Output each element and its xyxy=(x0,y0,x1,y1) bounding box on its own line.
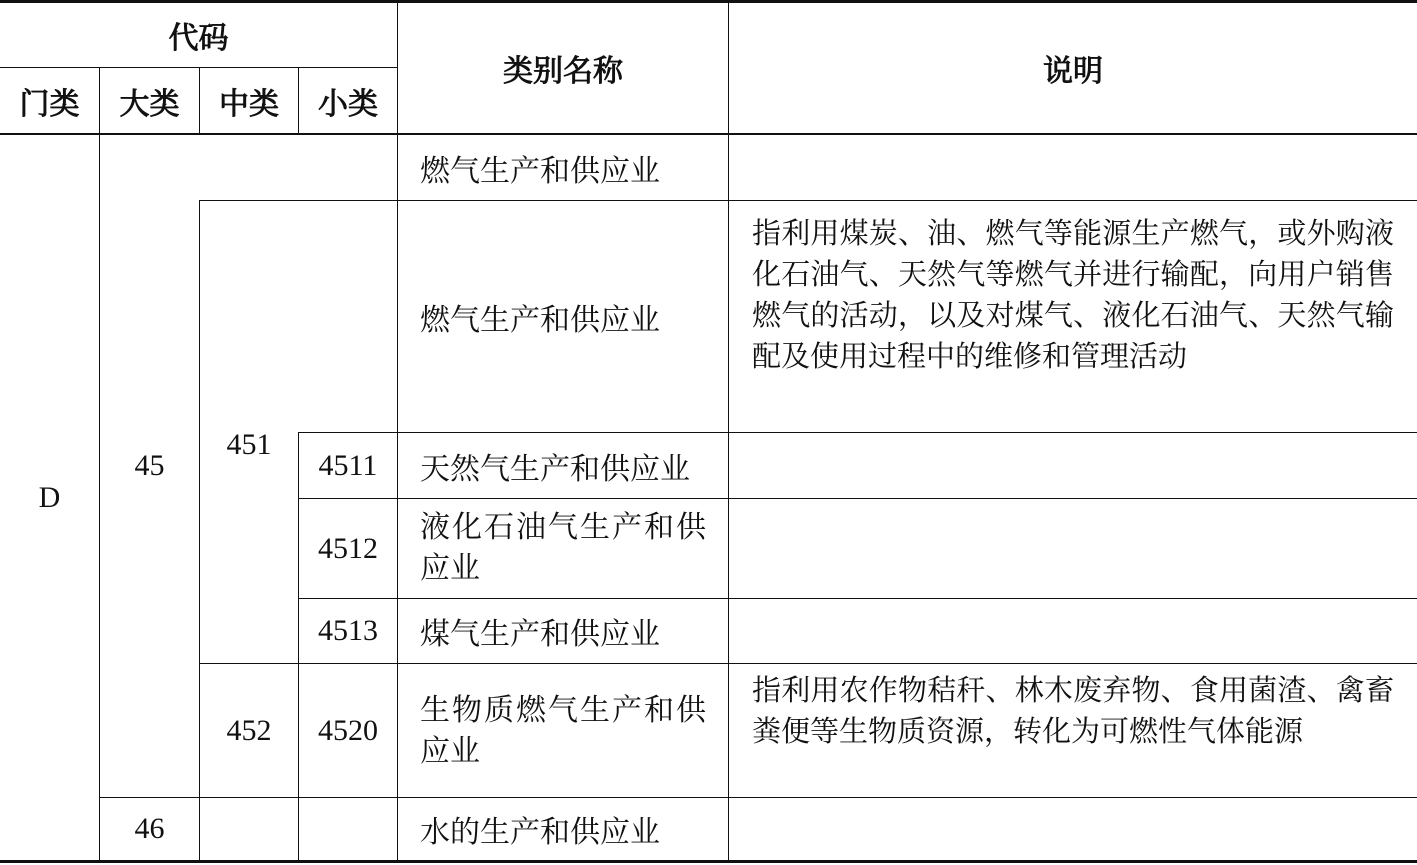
division-45-name: 燃气生产和供应业 xyxy=(420,153,660,189)
group-code-452: 452 xyxy=(226,713,272,747)
group-code-451: 451 xyxy=(226,428,272,461)
class-4511-name: 天然气生产和供应业 xyxy=(420,451,690,487)
class-4513-name: 煤气生产和供应业 xyxy=(420,617,660,652)
header-category-name: 类别名称 xyxy=(503,54,623,89)
header-section: 门类 xyxy=(19,86,80,122)
division-code-46: 46 xyxy=(134,812,165,845)
section-code: D xyxy=(38,480,61,514)
division-code-45: 45 xyxy=(134,449,165,482)
division-46-name: 水的生产和供应业 xyxy=(420,815,660,850)
group-451-description: 指利用煤炭、油、燃气等能源生产燃气，或外购液化石油气、天然气等燃气并进行输配，向用户销售燃气的活动，以及对煤气、液化石油气、天然气输配及使用过程中的维修和管理活动 xyxy=(752,216,1394,373)
header-description: 说明 xyxy=(1043,54,1103,89)
class-code-4511: 4511 xyxy=(318,448,378,482)
class-4512-name: 液化石油气生产和供应业 xyxy=(420,510,706,586)
class-4520-description: 指利用农作物秸秆、林木废弃物、食用菌渣、禽畜粪便等生物质资源，转化为可燃性气体能源 xyxy=(752,673,1394,748)
header-code: 代码 xyxy=(168,21,229,56)
class-code-4512: 4512 xyxy=(318,531,378,565)
header-class: 小类 xyxy=(318,86,378,122)
class-code-4513: 4513 xyxy=(318,614,378,647)
group-451-name: 燃气生产和供应业 xyxy=(420,302,660,338)
class-4520-name: 生物质燃气生产和供应业 xyxy=(420,693,706,769)
class-code-4520: 4520 xyxy=(318,713,378,747)
header-division: 大类 xyxy=(119,86,180,122)
header-group: 中类 xyxy=(219,86,279,122)
